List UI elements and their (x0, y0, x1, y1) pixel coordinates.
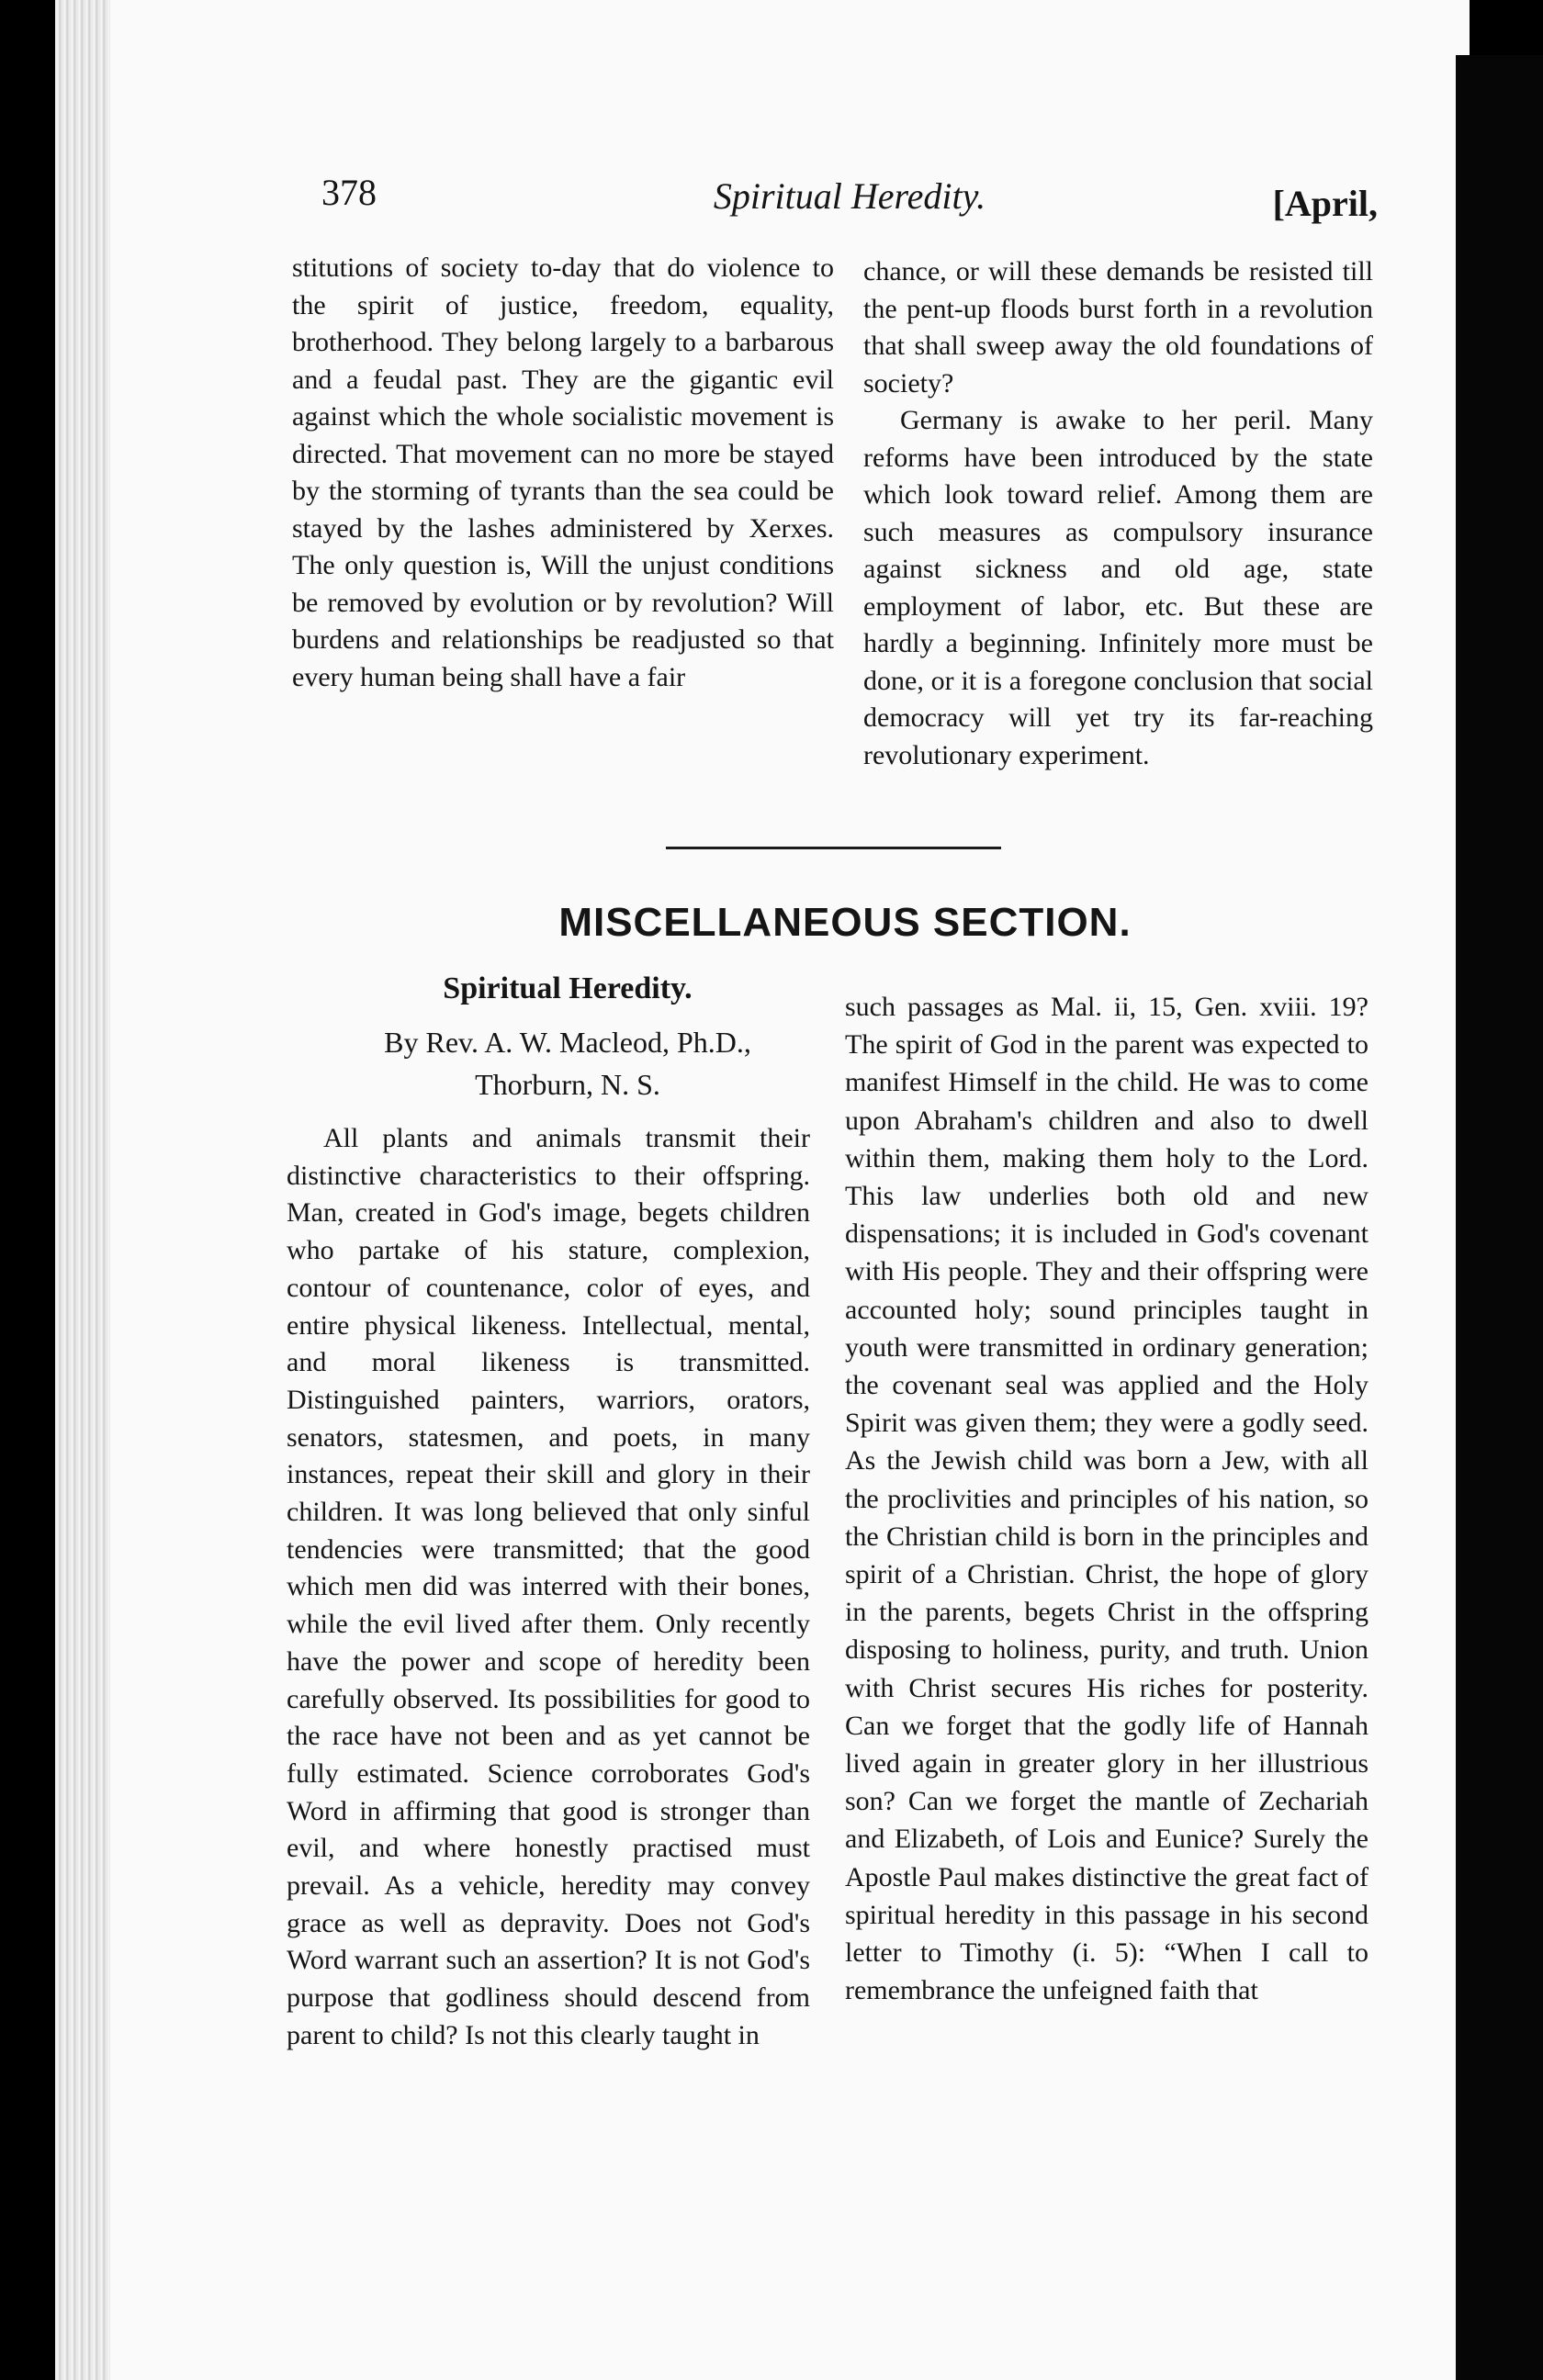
article-paragraph-opening: All plants and animals transmit their distinctive characteristics to their offspring. Man, created in God's image, begets children who partake of his stature, complexion, contour of countenance, color of eyes, and entire physical likeness. Intellectual, mental, and moral likeness is transmitted. Distinguished painters, warriors, orators, senators, statesmen, and poets, in many instances, repeat their skill and glory in their children. It was long believed that only sinful tendencies were transmitted; that the good which men did was interred with their bones, while the evil lived after them. Only recently have the power and scope of heredity been carefully observed. Its possibilities for good to the race have not been and as yet cannot be fully estimated. Science corroborates God's Word in affirming that good is stronger than evil, and where honestly practised must prevail. As a vehicle, heredity may convey grace as well as depravity. Does not God's Word warrant such an assertion? It is not God's purpose that godliness should descend from parent to child? Is not this clearly taught in (287, 1123, 810, 2050)
byline-author: By Rev. A. W. Macleod, Ph.D., (384, 1026, 751, 1059)
binding-shadow (1456, 55, 1543, 2380)
running-title: Spiritual Heredity. (713, 175, 986, 217)
continued-text-right-column (863, 253, 1373, 774)
page-number: 378 (321, 172, 377, 213)
running-head (321, 163, 1378, 228)
article-title: Spiritual Heredity. (443, 971, 693, 1005)
continued-paragraph-end: chance, or will these demands be resisted till the pent-up floods burst forth in a revolution that shall sweep away the old foundations of society? (863, 256, 1373, 399)
article-left-column (287, 1120, 810, 2055)
running-month: [April, (1272, 183, 1378, 224)
section-heading: MISCELLANEOUS SECTION. (558, 900, 1132, 945)
section-divider-rule (666, 847, 1001, 849)
article-paragraph-continued: such passages as Mal. ii, 15, Gen. xviii. 19? The spirit of God in the parent was expected to manifest Himself in the child. He was to come upon Abraham's children and also to dwell within them, making them holy to the Lord. This law underlies both old and new dispensations; it is included in God's covenant with His people. They and their offspring were accounted holy; sound principles taught in youth were transmitted in ordinary generation; the covenant seal was applied and the Holy Spirit was given them; they were a godly seed. As the Jewish child was born a Jew, with all the proclivities and principles of his nation, so the Christian child is born in the principles and spirit of a Christian. Christ, the hope of glory in the parents, begets Christ in the offspring disposing to holiness, purity, and truth. Union with Christ secures His riches for posterity. Can we forget that the godly life of Hannah lived again in greater glory in her illustrious son? Can we forget the mantle of Zechariah and Elizabeth, of Lois and Eunice? Surely the Apostle Paul makes distinctive the great fact of spiritual heredity in this passage in his second letter to Timothy (i. 5): “When I call to remembrance the unfeigned faith that (845, 992, 1368, 2006)
article-byline (292, 1021, 843, 1106)
germany-paragraph: Germany is awake to her peril. Many reforms have been introduced by the state which look toward relief. Among them are such measures as compulsory insurance against sickness and old age, state employment of labor, etc. But these are hardly a beginning. Infinitely more must be done, or it is a foregone conclusion that social democracy will yet try its far-reaching revolutionary experiment. (863, 405, 1373, 770)
byline-place: Thorburn, N. S. (475, 1068, 660, 1101)
continued-paragraph: stitutions of society to-day that do violence to the spirit of justice, freedom, equality, brotherhood. They belong largely to a barbarous and a feudal past. They are the gigantic evil against which the whole socialistic movement is directed. That movement can no more be stayed by the storming of tyrants than the sea could be stayed by the lashes administered by Xerxes. The only question is, Will the unjust conditions be removed by evolution or by revolution? Will burdens and relationships be readjusted so that every human being shall have a fair (292, 253, 834, 692)
continued-text-left-column (292, 250, 834, 696)
article-right-column (845, 988, 1368, 2009)
